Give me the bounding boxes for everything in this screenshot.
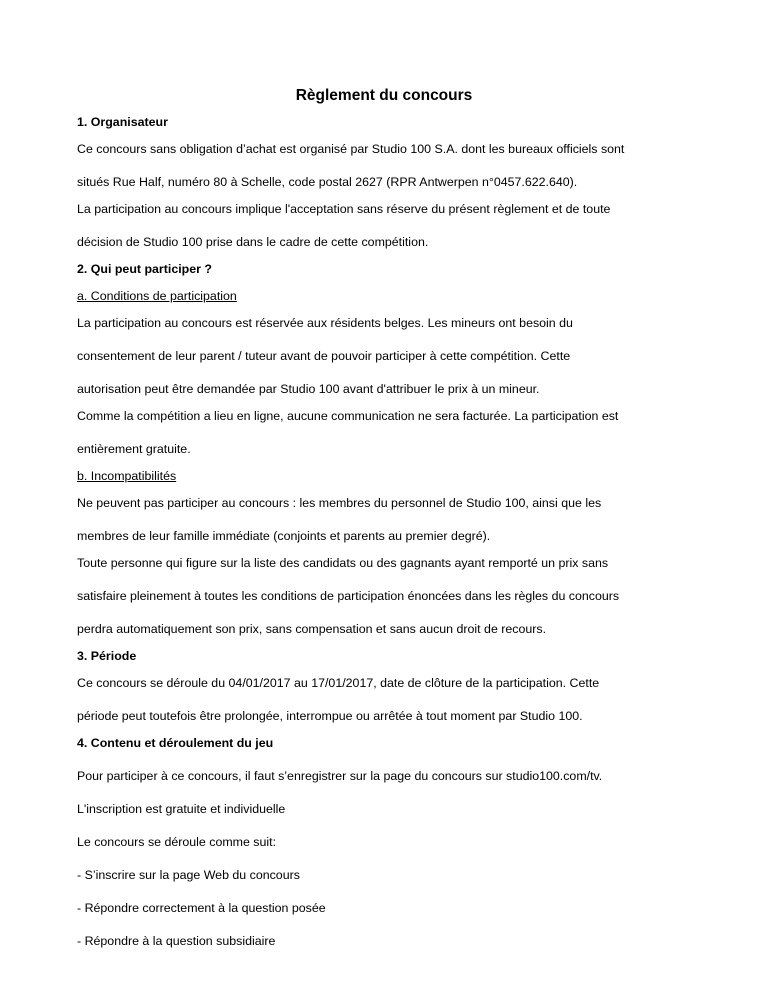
body-line: Ne peuvent pas participer au concours : les membres du personnel de Studio 100, ainsi que les: [77, 496, 602, 510]
body-line: La participation au concours implique l'acceptation sans réserve du présent règlement et de toute: [77, 202, 611, 216]
body-line: consentement de leur parent / tuteur avant de pouvoir participer à cette compétition. Cette: [77, 349, 571, 363]
body-line: satisfaire pleinement à toutes les conditions de participation énoncées dans les règles du concours: [77, 589, 620, 603]
body-line: Toute personne qui figure sur la liste des candidats ou des gagnants ayant remporté un prix sans: [77, 556, 609, 570]
subsection-heading-conditions: a. Conditions de participation: [77, 289, 237, 303]
section-heading-periode: 3. Période: [77, 649, 137, 663]
document-body: [77, 114, 697, 950]
document-title: Règlement du concours: [295, 87, 473, 104]
body-line: Le concours se déroule comme suit:: [77, 835, 277, 849]
body-line: L'inscription est gratuite et individuelle: [77, 802, 286, 816]
list-item: - Répondre à la question subsidiaire: [77, 934, 276, 948]
body-line: autorisation peut être demandée par Studio 100 avant d'attribuer le prix à un mineur.: [77, 382, 540, 396]
list-item: - Répondre correctement à la question posée: [77, 901, 326, 915]
body-line: Ce concours se déroule du 04/01/2017 au 17/01/2017, date de clôture de la participation. Cette: [77, 676, 600, 690]
body-line: entièrement gratuite.: [77, 442, 191, 456]
section-heading-organisateur: 1. Organisateur: [77, 115, 168, 129]
section-heading-participants: 2. Qui peut participer ?: [77, 262, 212, 276]
list-item: - S’inscrire sur la page Web du concours: [77, 868, 300, 882]
body-line: situés Rue Half, numéro 80 à Schelle, code postal 2627 (RPR Antwerpen n°0457.622.640).: [77, 175, 578, 189]
body-line: Pour participer à ce concours, il faut s’enregistrer sur la page du concours sur studio100.com/tv.: [77, 769, 603, 783]
body-line: décision de Studio 100 prise dans le cadre de cette compétition.: [77, 235, 429, 249]
body-line: La participation au concours est réservée aux résidents belges. Les mineurs ont besoin du: [77, 316, 573, 330]
body-line: membres de leur famille immédiate (conjoints et parents au premier degré).: [77, 529, 491, 543]
subsection-heading-incompatibilites: b. Incompatibilités: [77, 469, 177, 483]
body-line: Ce concours sans obligation d’achat est organisé par Studio 100 S.A. dont les bureaux officiels sont: [77, 142, 625, 156]
body-line: Comme la compétition a lieu en ligne, aucune communication ne sera facturée. La participation est: [77, 409, 619, 423]
section-heading-contenu: 4. Contenu et déroulement du jeu: [77, 736, 274, 750]
body-line: perdra automatiquement son prix, sans compensation et sans aucun droit de recours.: [77, 622, 547, 636]
body-line: période peut toutefois être prolongée, interrompue ou arrêtée à tout moment par Studio 100.: [77, 709, 583, 723]
